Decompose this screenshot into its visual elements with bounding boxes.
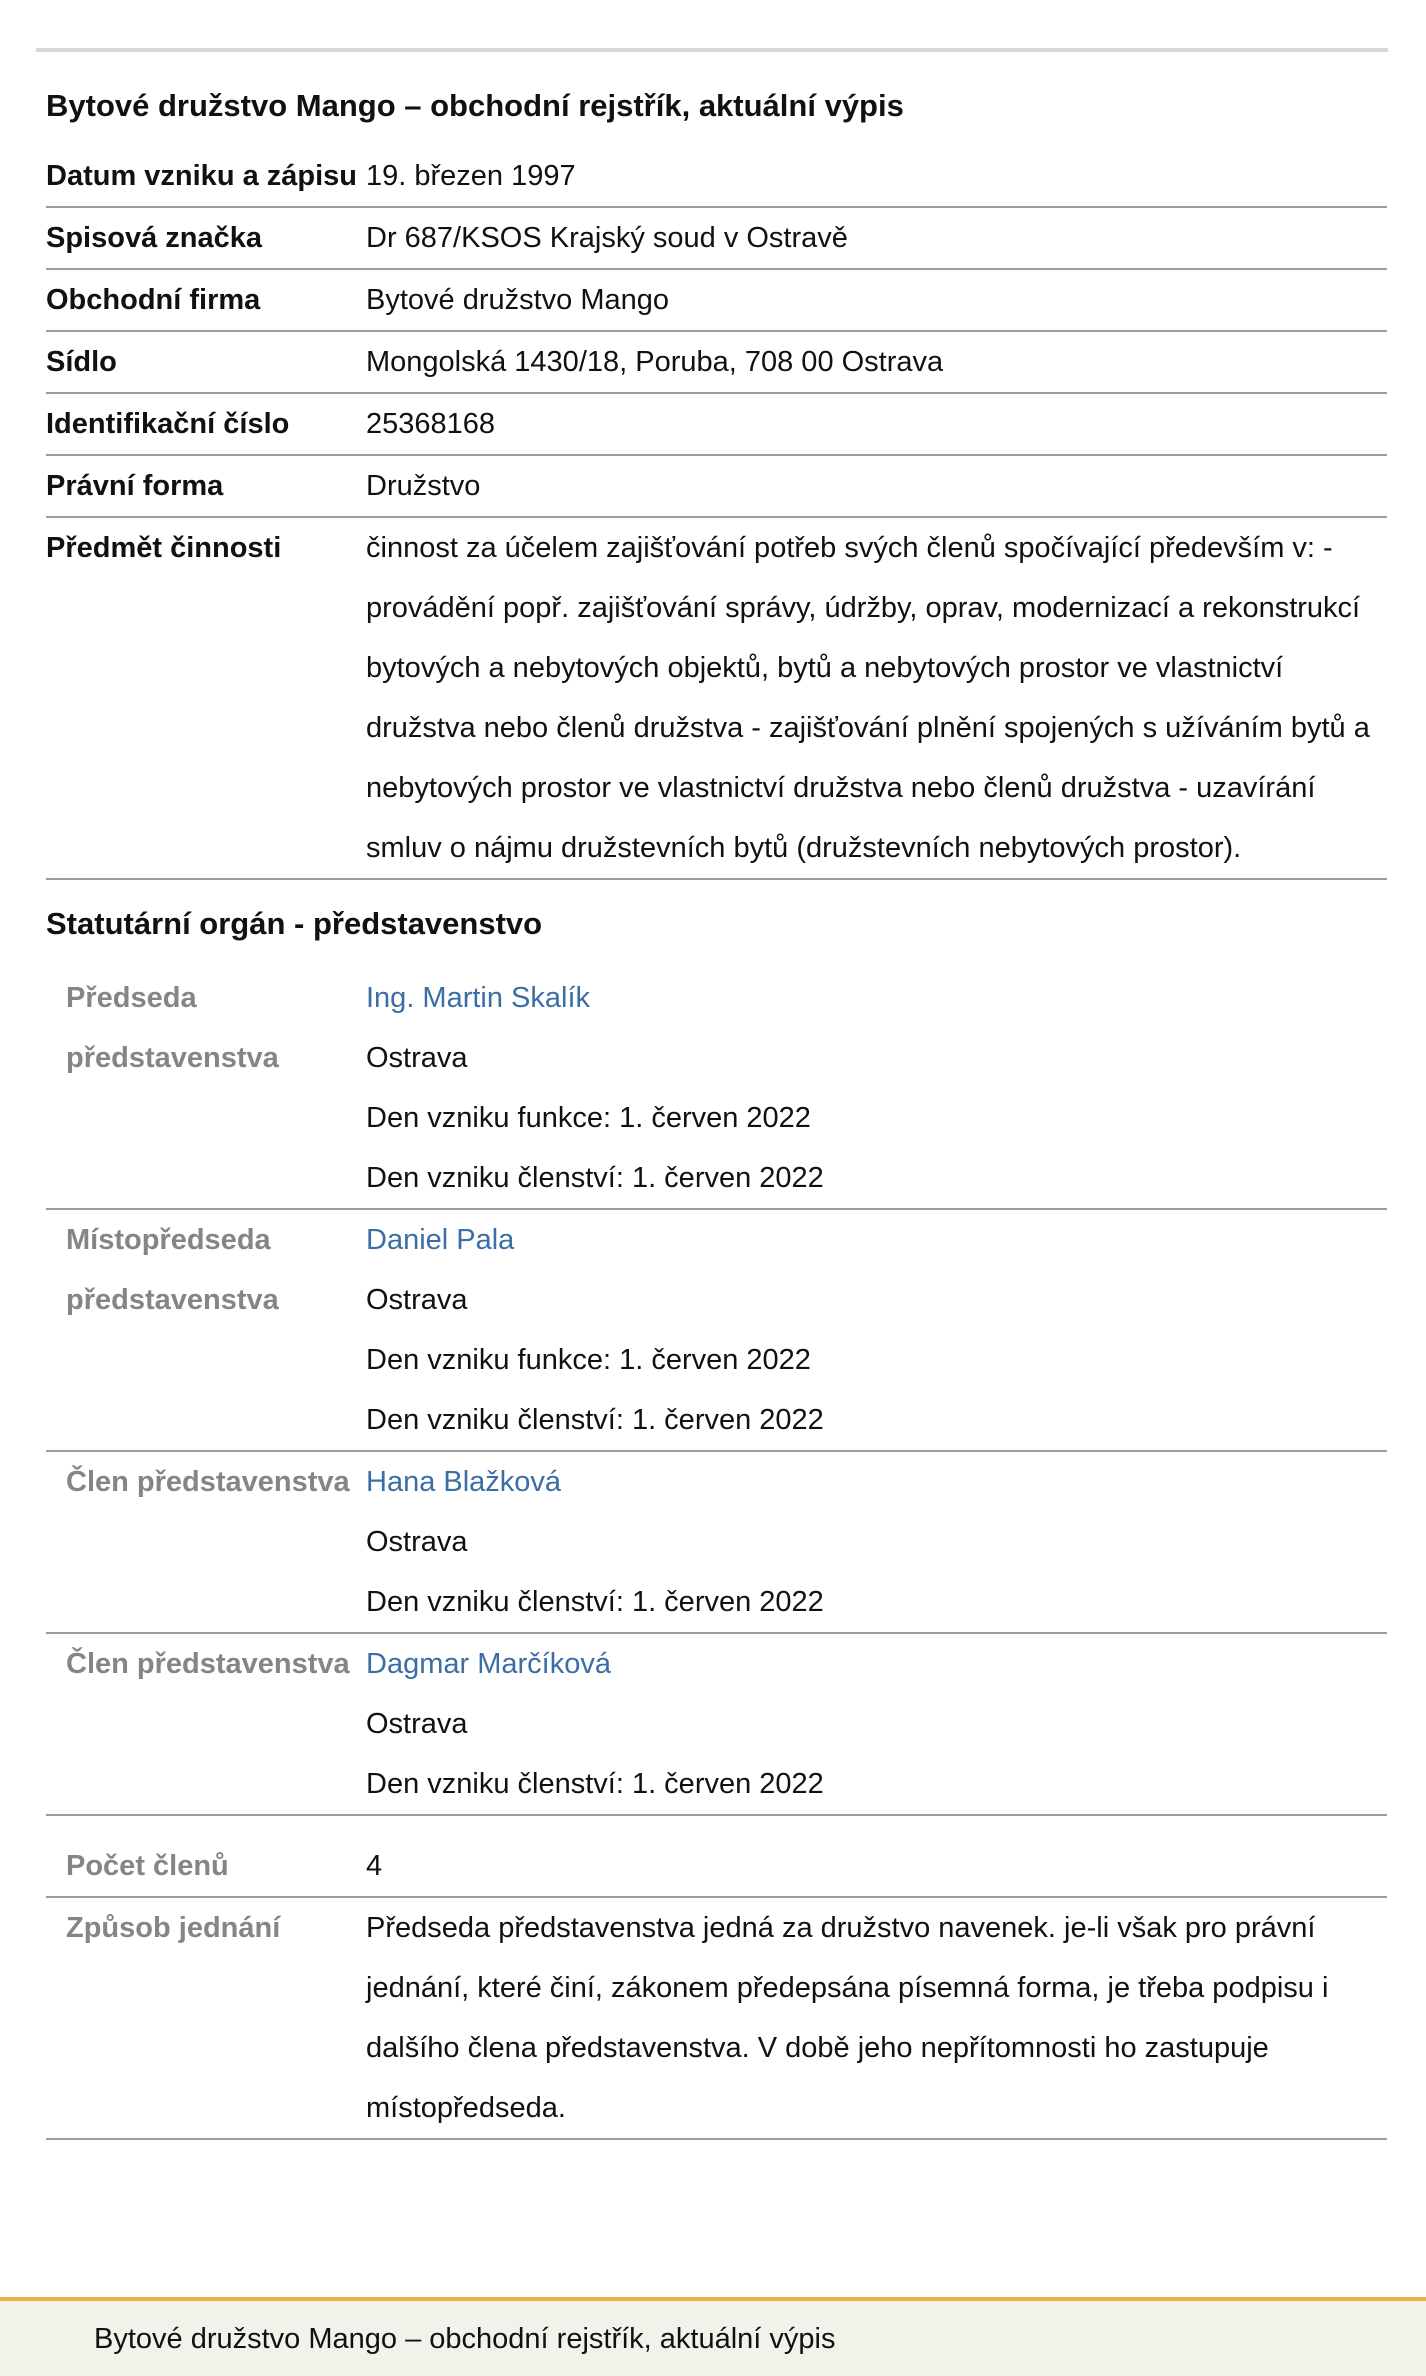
- member-details: [366, 1634, 1387, 1814]
- field-label: Předmět činnosti: [46, 532, 282, 564]
- field-label: Sídlo: [46, 346, 117, 378]
- field-row-legal-form: [46, 456, 1387, 518]
- member-details: [366, 1210, 1387, 1450]
- member-name-link[interactable]: Hana Blažková: [366, 1466, 562, 1498]
- statutory-body-heading: Statutární orgán - představenstvo: [46, 906, 543, 941]
- member-count-label: Počet členů: [66, 1850, 229, 1882]
- extract-card: [36, 48, 1388, 2140]
- member-role: Člen představenstva: [66, 1648, 350, 1680]
- member-city: Ostrava: [366, 1708, 468, 1740]
- field-row-id-number: [46, 394, 1387, 456]
- member-role: Předseda představenstva: [66, 982, 279, 1074]
- member-city: Ostrava: [366, 1284, 468, 1316]
- member-membership-since: Den vzniku členství: 1. červen 2022: [366, 1162, 824, 1194]
- field-value: Bytové družstvo Mango: [366, 284, 670, 316]
- member-row: [46, 1452, 1387, 1634]
- field-row-file-number: [46, 208, 1387, 270]
- member-details: [366, 1452, 1387, 1632]
- field-value: Dr 687/KSOS Krajský soud v Ostravě: [366, 222, 848, 254]
- member-name-link[interactable]: Ing. Martin Skalík: [366, 982, 591, 1014]
- footer-bar: [0, 2297, 1426, 2376]
- field-label: Obchodní firma: [46, 284, 261, 316]
- field-row-business-activity: [46, 518, 1387, 880]
- manner-of-acting-value: Předseda představenstva jedná za družstvo navenek. je-li však pro právní jednání, které činí, zákonem předepsána písemná forma, je třeba podpisu i dalšího člena představenstva. V době jeho nepřítomnosti ho zastupuje místopředseda.: [366, 1912, 1329, 2124]
- member-row: [46, 968, 1387, 1210]
- section-spacer: [46, 1816, 1388, 1836]
- field-row-address: [46, 332, 1387, 394]
- member-count-value: 4: [366, 1850, 383, 1882]
- field-label: Identifikační číslo: [46, 408, 290, 440]
- member-city: Ostrava: [366, 1042, 468, 1074]
- member-name-link[interactable]: Daniel Pala: [366, 1224, 515, 1256]
- member-role: Člen představenstva: [66, 1466, 350, 1498]
- member-membership-since: Den vzniku členství: 1. červen 2022: [366, 1404, 824, 1436]
- member-function-since: Den vzniku funkce: 1. červen 2022: [366, 1344, 811, 1376]
- member-count-row: [46, 1836, 1387, 1898]
- member-name-link[interactable]: Dagmar Marčíková: [366, 1648, 611, 1680]
- member-role: Místopředseda představenstva: [66, 1224, 279, 1316]
- member-membership-since: Den vzniku členství: 1. červen 2022: [366, 1768, 824, 1800]
- member-row: [46, 1634, 1387, 1816]
- member-city: Ostrava: [366, 1526, 468, 1558]
- page-title: Bytové družstvo Mango – obchodní rejstřík, aktuální výpis: [46, 88, 904, 123]
- member-row: [46, 1210, 1387, 1452]
- field-value: Družstvo: [366, 470, 481, 502]
- field-label: Spisová značka: [46, 222, 262, 254]
- manner-of-acting-row: [46, 1898, 1387, 2140]
- member-details: [366, 968, 1387, 1208]
- field-label: Právní forma: [46, 470, 224, 502]
- field-value: 19. březen 1997: [366, 160, 576, 192]
- field-label: Datum vzniku a zápisu: [46, 160, 358, 192]
- field-row-founded: [46, 146, 1387, 208]
- member-membership-since: Den vzniku členství: 1. červen 2022: [366, 1586, 824, 1618]
- footer-title: Bytové družstvo Mango – obchodní rejstřík, aktuální výpis: [94, 2323, 836, 2355]
- field-value: činnost za účelem zajišťování potřeb svých členů spočívající především v: - provádění popř. zajišťování správy, údržby, oprav, modernizací a rekonstrukcí bytových a nebytových objektů, bytů a nebytových prostor ve vlastnictví družstva nebo členů družstva - zajišťování plnění spojených s užíváním bytů a nebytových prostor ve vlastnictví družstva nebo členů družstva - uzavírání smluv o nájmu družstevních bytů (družstevních nebytových prostor).: [366, 532, 1370, 864]
- member-function-since: Den vzniku funkce: 1. červen 2022: [366, 1102, 811, 1134]
- field-value: 25368168: [366, 408, 496, 440]
- field-row-company-name: [46, 270, 1387, 332]
- field-value: Mongolská 1430/18, Poruba, 708 00 Ostrava: [366, 346, 944, 378]
- manner-of-acting-label: Způsob jednání: [66, 1912, 281, 1944]
